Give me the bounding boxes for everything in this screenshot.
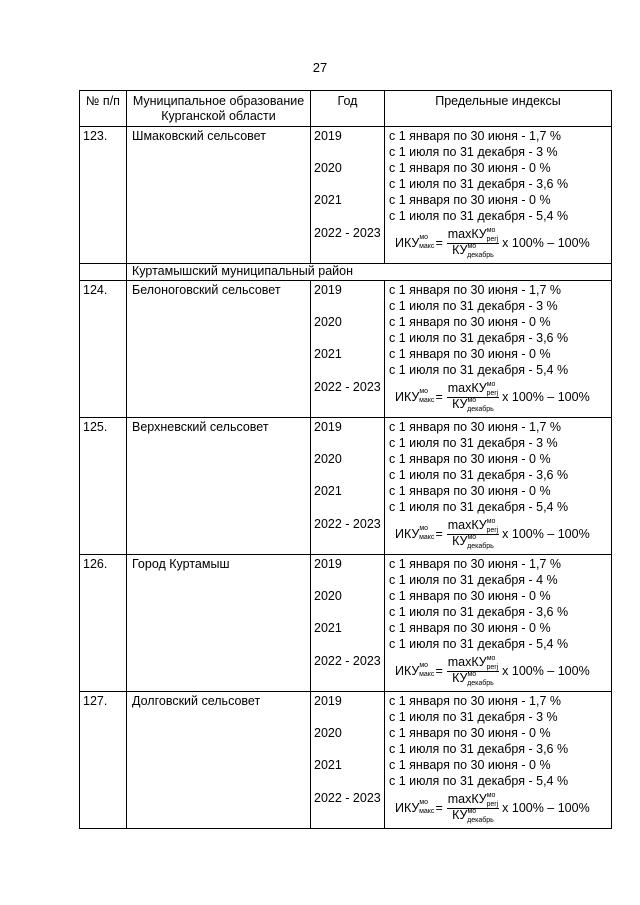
formula-lhs: ИКУ [395,800,420,815]
formula-numerator [447,228,499,244]
year-label: 2019 [314,694,342,708]
year-label: 2020 [314,161,342,175]
index-line: с 1 июля по 31 декабря - 3 % [389,436,558,450]
formula-num-sup: мо [486,517,496,525]
year-label: 2021 [314,621,342,635]
formula-equals: = [435,663,443,678]
formula-lhs: ИКУ [395,235,420,250]
district-row [80,264,612,281]
years-cell [311,555,385,692]
index-line: с 1 июля по 31 декабря - 3 % [389,145,558,159]
index-line: с 1 января по 30 июня - 0 % [389,758,551,772]
formula-num-sub: perj [486,389,499,397]
formula-den-text: КУ [452,242,468,257]
formula-numerator [447,519,499,535]
formula-num-text: maxКУ [447,380,487,395]
year-label: 2022 - 2023 [314,517,381,531]
index-line: с 1 июля по 31 декабря - 3,6 % [389,177,569,191]
formula-tail: x 100% – 100% [502,663,590,678]
formula-lhs-sub: макс [419,533,435,541]
formula-lhs-sub: макс [419,807,435,815]
table-row [80,127,612,264]
year-label: 2021 [314,347,342,361]
year-label: 2019 [314,420,342,434]
header-indices: Предельные индексы [385,91,612,127]
index-line: с 1 января по 30 июня - 0 % [389,589,551,603]
formula-lhs-sup: мо [419,661,429,669]
years-cell [311,418,385,555]
year-label: 2019 [314,283,342,297]
index-line: с 1 июля по 31 декабря - 4 % [389,573,558,587]
formula-lhs-sup: мо [419,524,429,532]
index-line: с 1 июля по 31 декабря - 3,6 % [389,331,569,345]
formula-den-sup: мо [467,670,477,678]
formula-den-sup: мо [467,807,477,815]
formula-lhs-sup: мо [419,233,429,241]
index-line: с 1 июля по 31 декабря - 3 % [389,299,558,313]
formula-fraction [447,793,499,824]
formula-numerator [447,382,499,398]
index-line: с 1 июля по 31 декабря - 3,6 % [389,742,569,756]
indices-table [79,90,612,829]
indices-cell [385,127,612,264]
formula-lhs: ИКУ [395,663,420,678]
formula-num-sub: perj [486,526,499,534]
district-num-cell [80,264,127,281]
formula-den-sup: мо [467,396,477,404]
index-line: с 1 января по 30 июня - 1,7 % [389,557,561,571]
year-label: 2019 [314,557,342,571]
years-cell [311,692,385,829]
municipality-name: Город Куртамыш [127,555,311,692]
index-line: с 1 января по 30 июня - 0 % [389,347,551,361]
formula-den-sub: декабрь [467,816,494,824]
index-formula [389,379,611,415]
year-label: 2022 - 2023 [314,654,381,668]
index-line: с 1 июля по 31 декабря - 5,4 % [389,774,569,788]
formula-den-text: КУ [452,396,468,411]
index-line: с 1 января по 30 июня - 1,7 % [389,283,561,297]
formula-fraction [447,519,499,550]
formula-tail: x 100% – 100% [502,526,590,541]
row-number: 123. [80,127,127,264]
municipality-name: Верхневский сельсовет [127,418,311,555]
year-label: 2020 [314,726,342,740]
formula-equals: = [435,800,443,815]
index-line: с 1 января по 30 июня - 0 % [389,452,551,466]
index-formula [389,225,611,261]
row-number: 127. [80,692,127,829]
index-line: с 1 января по 30 июня - 1,7 % [389,420,561,434]
formula-num-text: maxКУ [447,517,487,532]
formula-denominator [451,535,495,550]
table-header-row [80,91,612,127]
formula-numerator [447,656,499,672]
formula-num-text: maxКУ [447,226,487,241]
formula-denominator [451,244,495,259]
years-cell [311,127,385,264]
index-line: с 1 июля по 31 декабря - 5,4 % [389,363,569,377]
formula-equals: = [435,526,443,541]
formula-den-sup: мо [467,242,477,250]
formula-denominator [451,809,495,824]
index-line: с 1 января по 30 июня - 0 % [389,484,551,498]
formula-lhs-sup: мо [419,387,429,395]
year-label: 2022 - 2023 [314,791,381,805]
header-municipality: Муниципальное образование Курганской области [127,91,311,127]
district-section [80,264,612,281]
indices-cell [385,692,612,829]
years-cell [311,281,385,418]
formula-equals: = [435,389,443,404]
row-number: 125. [80,418,127,555]
formula-num-sup: мо [486,226,496,234]
index-line: с 1 января по 30 июня - 0 % [389,315,551,329]
index-line: с 1 июля по 31 декабря - 3 % [389,710,558,724]
index-line: с 1 января по 30 июня - 1,7 % [389,129,561,143]
index-line: с 1 января по 30 июня - 0 % [389,193,551,207]
year-label: 2020 [314,315,342,329]
formula-lhs: ИКУ [395,389,420,404]
table-row [80,281,612,418]
municipality-name: Шмаковский сельсовет [127,127,311,264]
formula-lhs-sub: макс [419,396,435,404]
formula-lhs-sup: мо [419,798,429,806]
formula-num-sub: perj [486,800,499,808]
formula-denominator [451,672,495,687]
index-formula [389,653,611,689]
index-line: с 1 января по 30 июня - 0 % [389,726,551,740]
formula-lhs: ИКУ [395,526,420,541]
formula-num-text: maxКУ [447,654,487,669]
formula-num-sub: perj [486,663,499,671]
table-body-after [80,281,612,829]
index-line: с 1 января по 30 июня - 0 % [389,161,551,175]
formula-tail: x 100% – 100% [502,235,590,250]
index-line: с 1 января по 30 июня - 0 % [389,621,551,635]
formula-num-text: maxКУ [447,791,487,806]
municipality-name: Долговский сельсовет [127,692,311,829]
index-line: с 1 июля по 31 декабря - 5,4 % [389,500,569,514]
year-label: 2021 [314,193,342,207]
formula-lhs-sub: макс [419,670,435,678]
formula-lhs-sub: макс [419,242,435,250]
year-label: 2021 [314,484,342,498]
formula-fraction [447,228,499,259]
year-label: 2019 [314,129,342,143]
formula-den-sub: декабрь [467,542,494,550]
table-body-before [80,127,612,264]
index-formula [389,516,611,552]
formula-num-sub: perj [486,235,499,243]
formula-den-text: КУ [452,533,468,548]
indices-cell [385,555,612,692]
year-label: 2020 [314,589,342,603]
index-line: с 1 июля по 31 декабря - 3,6 % [389,605,569,619]
index-line: с 1 июля по 31 декабря - 5,4 % [389,637,569,651]
district-name: Куртамышский муниципальный район [127,264,612,281]
formula-fraction [447,656,499,687]
page-number: 27 [312,60,328,75]
row-number: 126. [80,555,127,692]
formula-numerator [447,793,499,809]
formula-den-text: КУ [452,670,468,685]
formula-fraction [447,382,499,413]
table-row [80,555,612,692]
formula-tail: x 100% – 100% [502,800,590,815]
formula-num-sup: мо [486,791,496,799]
index-line: с 1 июля по 31 декабря - 5,4 % [389,209,569,223]
formula-equals: = [435,235,443,250]
table-row [80,692,612,829]
formula-den-sub: декабрь [467,251,494,259]
index-formula [389,790,611,826]
formula-num-sup: мо [486,380,496,388]
formula-den-sub: декабрь [467,405,494,413]
header-num: № п/п [80,91,127,127]
year-label: 2022 - 2023 [314,380,381,394]
year-label: 2020 [314,452,342,466]
formula-den-text: КУ [452,807,468,822]
year-label: 2021 [314,758,342,772]
index-line: с 1 января по 30 июня - 1,7 % [389,694,561,708]
formula-den-sup: мо [467,533,477,541]
year-label: 2022 - 2023 [314,226,381,240]
index-line: с 1 июля по 31 декабря - 3,6 % [389,468,569,482]
indices-cell [385,418,612,555]
municipality-name: Белоноговский сельсовет [127,281,311,418]
formula-num-sup: мо [486,654,496,662]
formula-tail: x 100% – 100% [502,389,590,404]
header-year: Год [311,91,385,127]
formula-den-sub: декабрь [467,679,494,687]
table-row [80,418,612,555]
formula-denominator [451,398,495,413]
indices-cell [385,281,612,418]
row-number: 124. [80,281,127,418]
